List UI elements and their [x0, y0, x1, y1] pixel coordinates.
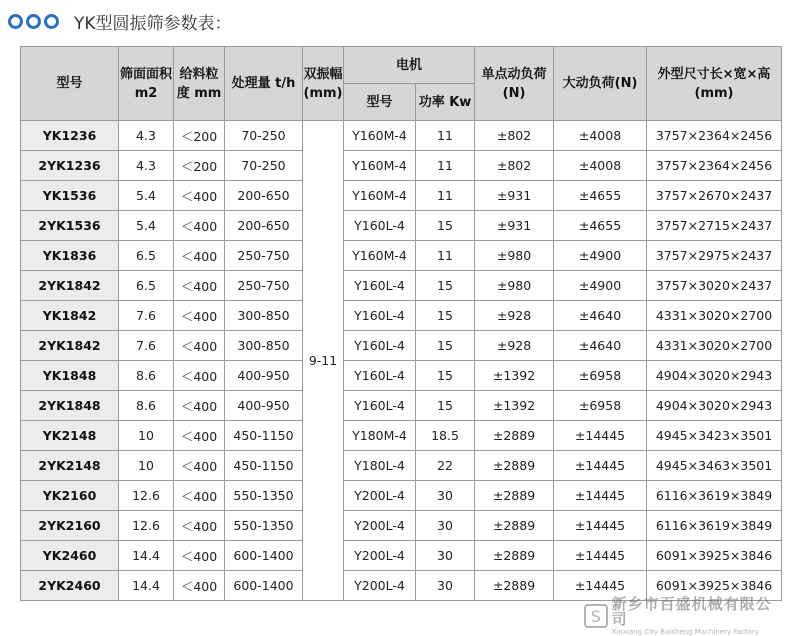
cell-motor-power: 30 — [416, 481, 475, 511]
cell-dynamic-load: ±14445 — [554, 571, 647, 601]
cell-feed-size: ＜400 — [174, 211, 225, 241]
cell-model: YK1536 — [21, 181, 119, 211]
cell-single-load: ±2889 — [475, 571, 554, 601]
cell-dynamic-load: ±4640 — [554, 331, 647, 361]
cell-dynamic-load: ±6958 — [554, 361, 647, 391]
cell-motor-power: 15 — [416, 271, 475, 301]
cell-model: 2YK2160 — [21, 511, 119, 541]
header-area: 筛面面积 m2 — [119, 47, 174, 121]
cell-feed-size: ＜400 — [174, 511, 225, 541]
cell-dynamic-load: ±4900 — [554, 241, 647, 271]
table-row — [21, 331, 782, 361]
cell-dynamic-load: ±4900 — [554, 271, 647, 301]
header-single-load: 单点动负荷(N) — [475, 47, 554, 121]
cell-dynamic-load: ±6958 — [554, 391, 647, 421]
cell-capacity: 550-1350 — [225, 481, 303, 511]
header-amplitude: 双振幅(mm) — [303, 47, 344, 121]
cell-area: 6.5 — [119, 241, 174, 271]
cell-dynamic-load: ±14445 — [554, 451, 647, 481]
cell-motor-model: Y160L-4 — [344, 271, 416, 301]
cell-dimensions: 4945×3423×3501 — [647, 421, 782, 451]
cell-model: 2YK1536 — [21, 211, 119, 241]
cell-area: 12.6 — [119, 511, 174, 541]
cell-capacity: 70-250 — [225, 121, 303, 151]
table-row — [21, 541, 782, 571]
cell-motor-model: Y180M-4 — [344, 421, 416, 451]
table-row — [21, 211, 782, 241]
table-row — [21, 481, 782, 511]
header-motor: 电机 — [344, 47, 475, 84]
cell-dimensions: 4331×3020×2700 — [647, 301, 782, 331]
cell-single-load: ±980 — [475, 271, 554, 301]
cell-motor-model: Y200L-4 — [344, 571, 416, 601]
cell-dimensions: 6091×3925×3846 — [647, 541, 782, 571]
cell-feed-size: ＜400 — [174, 331, 225, 361]
cell-capacity: 450-1150 — [225, 451, 303, 481]
watermark-en: Xinxiang City Baisheng Machinery Factory — [611, 627, 759, 636]
cell-model: 2YK1236 — [21, 151, 119, 181]
cell-single-load: ±931 — [475, 211, 554, 241]
cell-motor-power: 15 — [416, 391, 475, 421]
cell-dynamic-load: ±14445 — [554, 541, 647, 571]
cell-motor-power: 15 — [416, 361, 475, 391]
cell-dimensions: 3757×3020×2437 — [647, 271, 782, 301]
cell-feed-size: ＜400 — [174, 361, 225, 391]
cell-capacity: 250-750 — [225, 271, 303, 301]
table-row — [21, 571, 782, 601]
watermark-cn: 新乡市百盛机械有限公司 — [611, 594, 772, 628]
bullet-dot-icon — [8, 14, 23, 29]
cell-feed-size: ＜400 — [174, 301, 225, 331]
cell-model: 2YK1842 — [21, 331, 119, 361]
cell-dimensions: 4904×3020×2943 — [647, 391, 782, 421]
table-row — [21, 361, 782, 391]
cell-dimensions: 3757×2975×2437 — [647, 241, 782, 271]
cell-model: YK1836 — [21, 241, 119, 271]
cell-capacity: 450-1150 — [225, 421, 303, 451]
header-capacity: 处理量 t/h — [225, 47, 303, 121]
cell-dimensions: 3757×2364×2456 — [647, 151, 782, 181]
cell-area: 5.4 — [119, 181, 174, 211]
table-row — [21, 241, 782, 271]
cell-model: 2YK2460 — [21, 571, 119, 601]
title-bar — [8, 6, 232, 36]
cell-feed-size: ＜400 — [174, 571, 225, 601]
cell-feed-size: ＜200 — [174, 121, 225, 151]
cell-model: YK2460 — [21, 541, 119, 571]
cell-model: 2YK1842 — [21, 271, 119, 301]
cell-single-load: ±2889 — [475, 481, 554, 511]
cell-model: YK1848 — [21, 361, 119, 391]
cell-capacity: 70-250 — [225, 151, 303, 181]
company-watermark — [584, 594, 784, 636]
cell-model: YK1236 — [21, 121, 119, 151]
cell-area: 8.6 — [119, 391, 174, 421]
cell-motor-model: Y160L-4 — [344, 211, 416, 241]
cell-feed-size: ＜400 — [174, 481, 225, 511]
cell-area: 5.4 — [119, 211, 174, 241]
cell-dimensions: 4945×3463×3501 — [647, 451, 782, 481]
cell-motor-power: 18.5 — [416, 421, 475, 451]
cell-feed-size: ＜400 — [174, 241, 225, 271]
cell-capacity: 200-650 — [225, 211, 303, 241]
cell-capacity: 400-950 — [225, 391, 303, 421]
cell-area: 8.6 — [119, 361, 174, 391]
cell-single-load: ±802 — [475, 121, 554, 151]
company-logo-icon: S — [584, 604, 608, 628]
table-row — [21, 151, 782, 181]
cell-dynamic-load: ±4008 — [554, 121, 647, 151]
bullet-dot-icon — [44, 14, 59, 29]
cell-feed-size: ＜400 — [174, 451, 225, 481]
cell-motor-model: Y200L-4 — [344, 511, 416, 541]
table-row — [21, 511, 782, 541]
cell-area: 4.3 — [119, 121, 174, 151]
cell-capacity: 300-850 — [225, 301, 303, 331]
cell-area: 6.5 — [119, 271, 174, 301]
cell-capacity: 200-650 — [225, 181, 303, 211]
header-dynamic-load: 大动负荷(N) — [554, 47, 647, 121]
cell-feed-size: ＜400 — [174, 271, 225, 301]
cell-motor-model: Y160L-4 — [344, 361, 416, 391]
header-dimensions: 外型尺寸长×宽×高(mm) — [647, 47, 782, 121]
cell-motor-model: Y160M-4 — [344, 241, 416, 271]
cell-area: 10 — [119, 421, 174, 451]
cell-motor-power: 11 — [416, 181, 475, 211]
cell-motor-power: 15 — [416, 331, 475, 361]
table-row — [21, 271, 782, 301]
cell-single-load: ±2889 — [475, 511, 554, 541]
cell-motor-power: 30 — [416, 541, 475, 571]
cell-single-load: ±802 — [475, 151, 554, 181]
cell-area: 14.4 — [119, 571, 174, 601]
cell-feed-size: ＜200 — [174, 151, 225, 181]
cell-area: 12.6 — [119, 481, 174, 511]
cell-single-load: ±1392 — [475, 391, 554, 421]
cell-motor-power: 30 — [416, 511, 475, 541]
bullet-dot-icon — [26, 14, 41, 29]
cell-dimensions: 3757×2670×2437 — [647, 181, 782, 211]
cell-dynamic-load: ±14445 — [554, 481, 647, 511]
table-row — [21, 121, 782, 151]
cell-model: 2YK1848 — [21, 391, 119, 421]
cell-motor-model: Y160M-4 — [344, 181, 416, 211]
cell-dynamic-load: ±14445 — [554, 421, 647, 451]
cell-feed-size: ＜400 — [174, 421, 225, 451]
header-feed-size: 给料粒度 mm — [174, 47, 225, 121]
cell-area: 4.3 — [119, 151, 174, 181]
cell-motor-power: 11 — [416, 151, 475, 181]
cell-motor-model: Y160L-4 — [344, 301, 416, 331]
cell-motor-model: Y200L-4 — [344, 541, 416, 571]
cell-capacity: 550-1350 — [225, 511, 303, 541]
cell-motor-power: 11 — [416, 241, 475, 271]
cell-capacity: 300-850 — [225, 331, 303, 361]
table-row — [21, 451, 782, 481]
header-model: 型号 — [21, 47, 119, 121]
cell-area: 10 — [119, 451, 174, 481]
cell-single-load: ±2889 — [475, 451, 554, 481]
cell-motor-power: 11 — [416, 121, 475, 151]
cell-motor-power: 15 — [416, 211, 475, 241]
table-row — [21, 181, 782, 211]
cell-motor-model: Y160L-4 — [344, 331, 416, 361]
cell-capacity: 600-1400 — [225, 541, 303, 571]
cell-dynamic-load: ±4640 — [554, 301, 647, 331]
cell-motor-model: Y160M-4 — [344, 121, 416, 151]
cell-feed-size: ＜400 — [174, 541, 225, 571]
spec-table — [20, 46, 782, 601]
cell-single-load: ±2889 — [475, 421, 554, 451]
cell-dimensions: 3757×2364×2456 — [647, 121, 782, 151]
cell-motor-model: Y160L-4 — [344, 391, 416, 421]
cell-single-load: ±928 — [475, 301, 554, 331]
cell-single-load: ±931 — [475, 181, 554, 211]
cell-capacity: 250-750 — [225, 241, 303, 271]
cell-amplitude: 9-11 — [303, 121, 344, 601]
cell-single-load: ±1392 — [475, 361, 554, 391]
cell-dynamic-load: ±4008 — [554, 151, 647, 181]
cell-feed-size: ＜400 — [174, 181, 225, 211]
cell-motor-model: Y160M-4 — [344, 151, 416, 181]
cell-area: 14.4 — [119, 541, 174, 571]
cell-capacity: 400-950 — [225, 361, 303, 391]
cell-single-load: ±928 — [475, 331, 554, 361]
header-motor-model: 型号 — [344, 84, 416, 121]
cell-dynamic-load: ±4655 — [554, 181, 647, 211]
header-motor-power: 功率 Kw — [416, 84, 475, 121]
cell-motor-power: 30 — [416, 571, 475, 601]
cell-dynamic-load: ±14445 — [554, 511, 647, 541]
table-row — [21, 421, 782, 451]
cell-dimensions: 6116×3619×3849 — [647, 511, 782, 541]
cell-motor-model: Y200L-4 — [344, 481, 416, 511]
table-row — [21, 391, 782, 421]
table-row — [21, 301, 782, 331]
cell-dimensions: 4331×3020×2700 — [647, 331, 782, 361]
cell-model: 2YK2148 — [21, 451, 119, 481]
cell-motor-model: Y180L-4 — [344, 451, 416, 481]
cell-dimensions: 4904×3020×2943 — [647, 361, 782, 391]
cell-model: YK2160 — [21, 481, 119, 511]
cell-area: 7.6 — [119, 301, 174, 331]
cell-motor-power: 15 — [416, 301, 475, 331]
cell-motor-power: 22 — [416, 451, 475, 481]
cell-dimensions: 3757×2715×2437 — [647, 211, 782, 241]
cell-single-load: ±980 — [475, 241, 554, 271]
cell-dynamic-load: ±4655 — [554, 211, 647, 241]
page-title: YK型圆振筛参数表： — [74, 13, 232, 34]
cell-model: YK2148 — [21, 421, 119, 451]
cell-dimensions: 6116×3619×3849 — [647, 481, 782, 511]
cell-dimensions: 6091×3925×3846 — [647, 571, 782, 601]
cell-feed-size: ＜400 — [174, 391, 225, 421]
cell-model: YK1842 — [21, 301, 119, 331]
cell-capacity: 600-1400 — [225, 571, 303, 601]
cell-area: 7.6 — [119, 331, 174, 361]
cell-single-load: ±2889 — [475, 541, 554, 571]
